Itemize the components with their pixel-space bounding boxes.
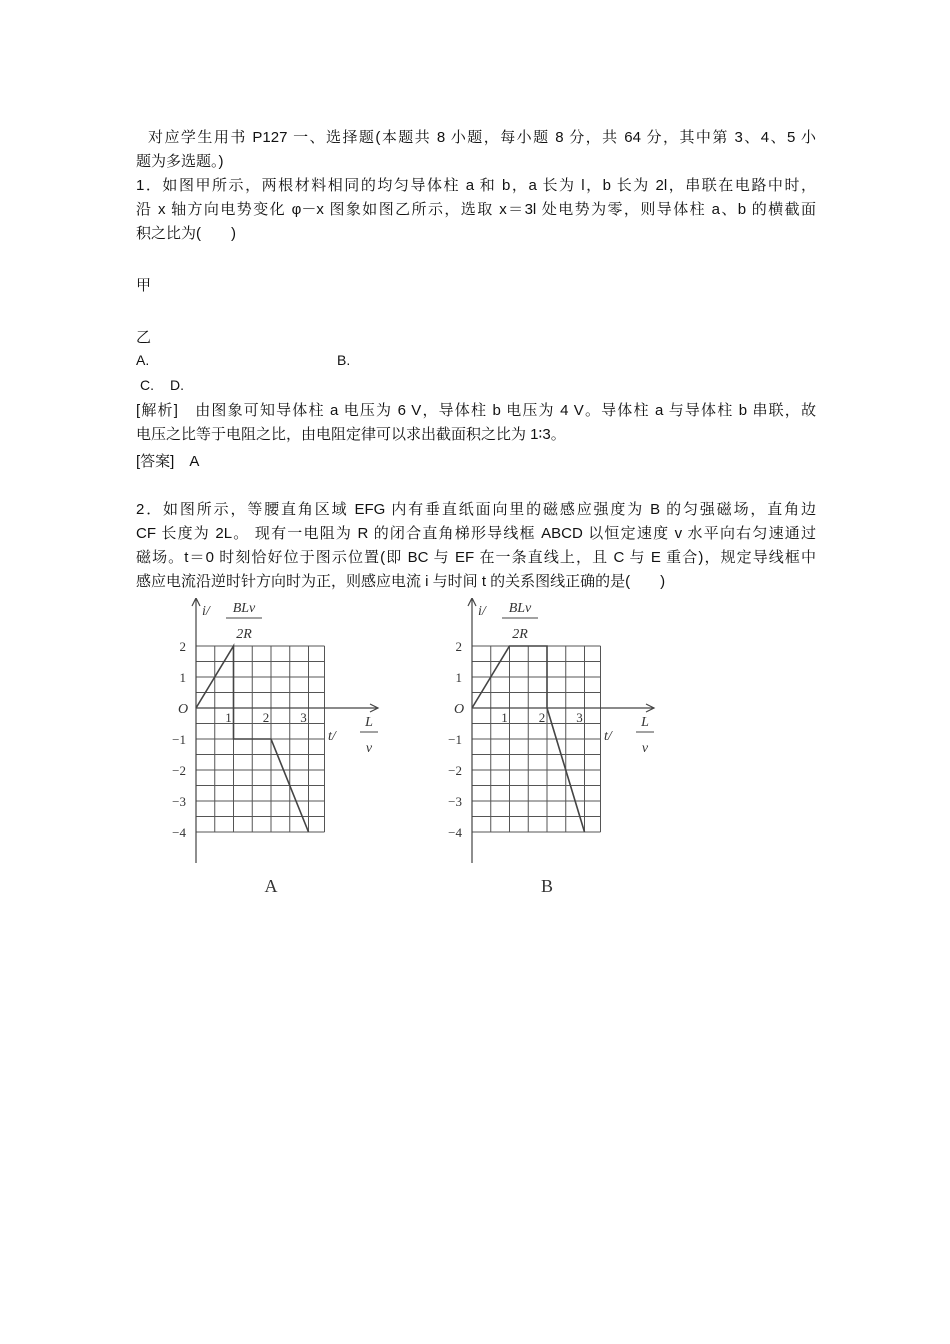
figure-label-yi: 乙: [136, 329, 152, 346]
q1-line-1: 1．如图甲所示，两根材料相同的均匀导体柱 a 和 b，a 长为 l，b 长为 2l，串联在电路中时，: [136, 177, 816, 194]
q2-line-2: CF 长度为 2L。 现有一电阻为 R 的闭合直角梯形导线框 ABCD 以恒定速度 v 水平向右匀速通过: [136, 525, 816, 542]
x-axis-label-numerator: L: [365, 715, 373, 730]
intro-line-2: 题为多选题。): [136, 153, 224, 170]
x-tick-label: 1: [501, 710, 508, 725]
section-intro: [136, 126, 816, 174]
figure-label-jia: 甲: [136, 277, 152, 294]
analysis-line-2: 电压之比等于电阻之比，由电阻定律可以求出截面积之比为 1∶3。: [136, 426, 566, 443]
y-tick-label: −1: [172, 732, 186, 747]
q1-line-3: 积之比为( ): [136, 225, 236, 242]
q2-line-4: 感应电流沿逆时针方向时为正，则感应电流 i 与时间 t 的关系图线正确的是( ): [136, 573, 666, 590]
q1-analysis: [136, 399, 816, 447]
x-axis-label-prefix: t/: [604, 729, 612, 744]
analysis-line-1: [解析] 由图象可知导体柱 a 电压为 6 V，导体柱 b 电压为 4 V。导体柱 a 与导体柱 b 串联，故: [136, 402, 816, 419]
option-a: A.: [136, 352, 150, 368]
q1-answer: [答案] A: [136, 453, 200, 470]
option-c: C.: [140, 377, 154, 393]
x-axis-label-numerator: L: [641, 715, 649, 730]
y-tick-label: −3: [448, 794, 462, 809]
x-tick-label: 2: [538, 710, 546, 725]
x-axis-label-denominator: v: [365, 741, 373, 756]
grid: [472, 646, 601, 832]
question-2-stem: [136, 498, 816, 594]
x-tick-label: 3: [576, 710, 583, 725]
y-axis-label-prefix: i/: [478, 604, 486, 619]
y-tick-label: 1: [455, 670, 462, 685]
y-tick-label: 1: [179, 670, 186, 685]
y-tick-label: −2: [448, 763, 462, 778]
y-tick-label: −1: [448, 732, 462, 747]
y-axis-label-prefix: i/: [202, 604, 210, 619]
option-b: B.: [337, 352, 351, 368]
x-axis-label-denominator: v: [641, 741, 649, 756]
x-tick-label: 1: [225, 710, 232, 725]
x-axis-label-prefix: t/: [328, 729, 336, 744]
y-axis-label-denominator: 2R: [512, 627, 528, 642]
graph-caption: B: [540, 876, 554, 896]
graph-option-b: [436, 598, 676, 900]
graph-caption: A: [264, 876, 278, 896]
q2-line-3: 磁场。t＝0 时刻恰好位于图示位置(即 BC 与 EF 在一条直线上，且 C 与 E 重合)，规定导线框中: [136, 549, 816, 566]
q1-line-2: 沿 x 轴方向电势变化 φ－x 图象如图乙所示，选取 x＝3l 处电势为零，则导体柱 a、b 的横截面: [136, 201, 816, 218]
x-tick-label: 3: [300, 710, 307, 725]
option-d: D.: [170, 377, 184, 393]
y-axis-label-numerator: BLv: [232, 601, 256, 616]
question-1-stem: [136, 174, 816, 246]
y-tick-label: −2: [172, 763, 186, 778]
y-axis-label-denominator: 2R: [236, 627, 252, 642]
y-tick-label: −4: [448, 825, 462, 840]
y-tick-label: 2: [179, 639, 186, 654]
y-axis-label-numerator: BLv: [508, 601, 532, 616]
origin-label: O: [453, 702, 465, 717]
q2-line-1: 2．如图所示，等腰直角区域 EFG 内有垂直纸面向里的磁感应强度为 B 的匀强磁场，直角边: [136, 501, 816, 518]
x-tick-label: 2: [262, 710, 270, 725]
origin-label: O: [177, 702, 189, 717]
y-tick-label: −3: [172, 794, 186, 809]
y-tick-label: 2: [455, 639, 462, 654]
y-tick-label: −4: [172, 825, 186, 840]
intro-line-1: 对应学生用书 P127 一、选择题(本题共 8 小题，每小题 8 分，共 64 分，其中第 3、4、5 小: [148, 129, 816, 146]
graph-option-a: [160, 598, 400, 900]
